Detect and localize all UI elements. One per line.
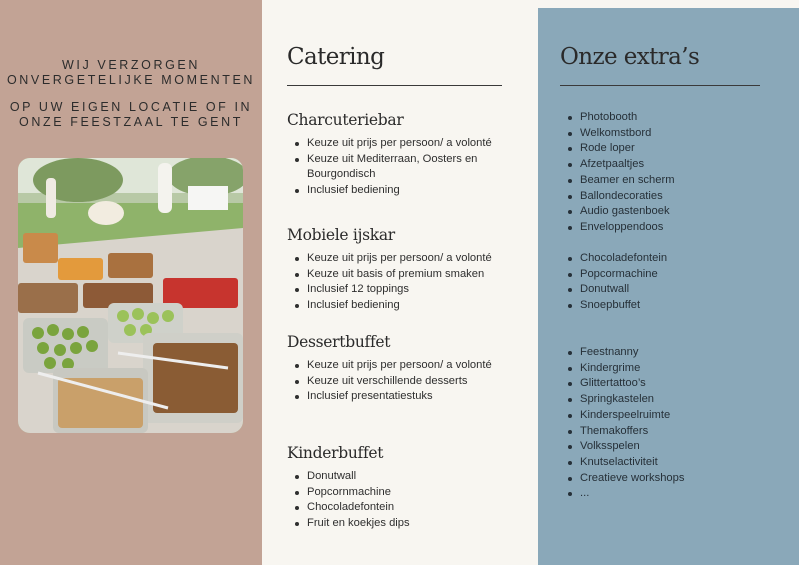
list-item: Keuze uit prijs per persoon/ a volonté	[287, 358, 527, 374]
list-item: Fruit en koekjes dips	[287, 516, 527, 532]
extras-list-treats	[560, 251, 780, 314]
list-item: Enveloppendoos	[560, 220, 780, 236]
kinderbuffet-list	[287, 469, 527, 532]
dessertbuffet-list	[287, 358, 527, 405]
list-item: Keuze uit Mediterraan, Oosters en Bourgondisch	[287, 152, 517, 183]
list-item: Beamer en scherm	[560, 173, 780, 189]
tagline-location: OP UW EIGEN LOCATIE OF IN ONZE FEESTZAAL TE GENT	[9, 100, 253, 129]
extras-title: Onze extra’s	[560, 44, 700, 70]
list-item: Keuze uit verschillende desserts	[287, 374, 527, 390]
list-item: Inclusief bediening	[287, 298, 527, 314]
catering-title: Catering	[287, 44, 385, 70]
list-item: Themakoffers	[560, 424, 780, 440]
extras-list-services	[560, 110, 780, 236]
list-item: Keuze uit prijs per persoon/ a volonté	[287, 251, 527, 267]
extras-title-divider	[560, 85, 760, 86]
list-item: Rode loper	[560, 141, 780, 157]
left-panel	[0, 0, 262, 565]
list-item: ...	[560, 486, 780, 502]
list-item: Springkastelen	[560, 392, 780, 408]
list-item: Chocoladefontein	[560, 251, 780, 267]
list-item: Donutwall	[560, 282, 780, 298]
extras-list-kids	[560, 345, 780, 502]
list-item: Photobooth	[560, 110, 780, 126]
list-item: Creatieve workshops	[560, 471, 780, 487]
list-item: Snoepbuffet	[560, 298, 780, 314]
list-item: Feestnanny	[560, 345, 780, 361]
ijskar-list	[287, 251, 527, 314]
list-item: Inclusief 12 toppings	[287, 282, 527, 298]
list-item: Inclusief bediening	[287, 183, 517, 199]
list-item: Popcormachine	[560, 267, 780, 283]
list-item: Welkomstbord	[560, 126, 780, 142]
list-item: Knutselactiviteit	[560, 455, 780, 471]
catering-title-divider	[287, 85, 502, 86]
charcuteriebar-list	[287, 136, 517, 199]
list-item: Kinderspeelruimte	[560, 408, 780, 424]
section-heading-dessertbuffet: Dessertbuffet	[287, 333, 391, 351]
catering-panel	[262, 0, 538, 565]
list-item: Chocoladefontein	[287, 500, 527, 516]
section-heading-charcuteriebar: Charcuteriebar	[287, 111, 404, 129]
catering-buffet-photo	[18, 158, 243, 433]
list-item: Afzetpaaltjes	[560, 157, 780, 173]
section-heading-kinderbuffet: Kinderbuffet	[287, 444, 384, 462]
section-heading-mobiele-ijskar: Mobiele ijskar	[287, 226, 395, 244]
list-item: Kindergrime	[560, 361, 780, 377]
tagline-moments: WIJ VERZORGEN ONVERGETELIJKE MOMENTEN	[6, 58, 256, 87]
list-item: Keuze uit prijs per persoon/ a volonté	[287, 136, 517, 152]
list-item: Inclusief presentatiestuks	[287, 389, 527, 405]
list-item: Donutwall	[287, 469, 527, 485]
list-item: Keuze uit basis of premium smaken	[287, 267, 527, 283]
list-item: Audio gastenboek	[560, 204, 780, 220]
list-item: Ballondecoraties	[560, 189, 780, 205]
list-item: Volksspelen	[560, 439, 780, 455]
extras-panel	[538, 8, 799, 565]
list-item: Glittertattoo’s	[560, 376, 780, 392]
list-item: Popcornmachine	[287, 485, 527, 501]
